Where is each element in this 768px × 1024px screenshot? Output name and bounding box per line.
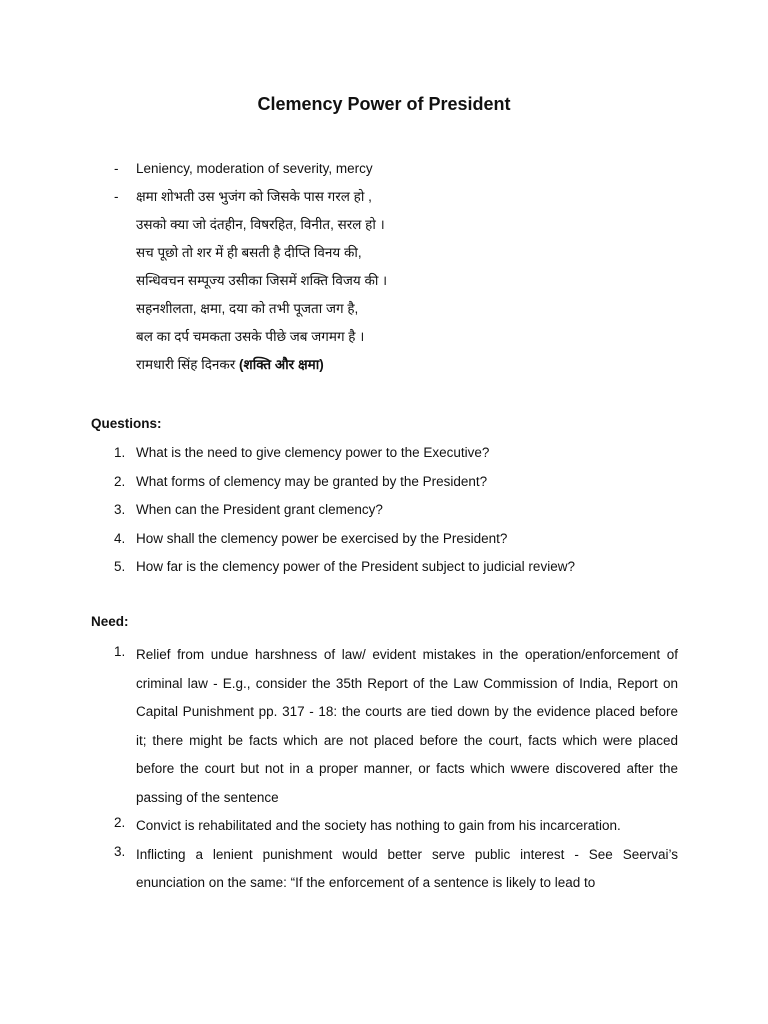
list-item (114, 499, 694, 528)
list-item (114, 471, 694, 500)
item-text: When can the President grant clemency? (136, 502, 383, 518)
poem-line-row (114, 298, 674, 326)
item-number: 3. (114, 843, 126, 859)
intro-bullet-poem (114, 186, 674, 214)
item-text: How shall the clemency power be exercised by the President? (136, 530, 508, 546)
poem-line: सन्धिवचन सम्पूज्य उसीका जिसमें शक्ति विजय की । (136, 273, 388, 288)
item-number: 4. (114, 530, 126, 546)
item-number: 2. (114, 473, 126, 489)
poet-name: रामधारी सिंह दिनकर (136, 357, 236, 372)
list-item (114, 556, 694, 585)
item-text: What forms of clemency may be granted by the President? (136, 473, 488, 489)
list-item (114, 812, 678, 841)
item-number: 2. (114, 815, 126, 830)
item-text: Relief from undue harshness of law/ evident mistakes in the operation/enforcement of criminal law - E.g., consider the 35th Report of the Law Commission of India, Report on Capital Punishment pp. 317 - 18: the courts are tied down by the evidence placed before it; there might be facts which are not placed before the court, facts which were placed before the court but not in a proper manner, or facts which wwere discovered after the passing of the sentence (136, 647, 678, 805)
poem-line-row (114, 326, 674, 354)
poem-line: उसको क्या जो दंतहीन, विषरहित, विनीत, सरल हो । (136, 217, 385, 232)
poem-attribution (114, 354, 674, 382)
poem-line: सच पूछो तो शर में ही बसती है दीप्ति विनय की, (136, 245, 362, 260)
poem-line-row (114, 242, 674, 270)
item-number: 1. (114, 445, 126, 460)
poem-title: (शक्ति और क्षमा) (239, 357, 324, 372)
intro-bullet-definition (114, 158, 674, 186)
questions-list (114, 442, 694, 585)
bullet-dash: - (114, 161, 119, 176)
bullet-dash: - (114, 189, 119, 204)
item-number: 1. (114, 644, 126, 659)
poem-line: सहनशीलता, क्षमा, दया को तभी पूजता जग है, (136, 301, 359, 316)
item-number: 3. (114, 502, 126, 518)
attribution-row (136, 354, 324, 376)
list-item (114, 442, 694, 471)
list-item (114, 528, 694, 557)
item-number: 5. (114, 559, 126, 575)
item-text: Inflicting a lenient punishment would better serve public interest - See Seervai’s enunciation on the same: “If the enforcement of a sentence is likely to lead to (136, 846, 678, 890)
item-text: Convict is rehabilitated and the society has nothing to gain from his incarceration. (136, 818, 621, 833)
item-text: How far is the clemency power of the President subject to judicial review? (136, 559, 575, 575)
poem-line-row (114, 214, 674, 242)
page-title: Clemency Power of President (257, 94, 511, 114)
need-list (114, 641, 678, 898)
item-text: What is the need to give clemency power to the Executive? (136, 445, 490, 460)
questions-heading: Questions: (91, 416, 162, 431)
definition-text: Leniency, moderation of severity, mercy (136, 161, 373, 176)
poem-line-row (114, 270, 674, 298)
poem-line: बल का दर्प चमकता उसके पीछे जब जगमग है । (136, 329, 365, 344)
intro-block (114, 158, 674, 382)
list-item (114, 841, 678, 898)
list-item (114, 641, 678, 812)
need-heading: Need: (91, 614, 129, 629)
poem-line: क्षमा शोभती उस भुजंग को जिसके पास गरल हो , (136, 189, 372, 204)
